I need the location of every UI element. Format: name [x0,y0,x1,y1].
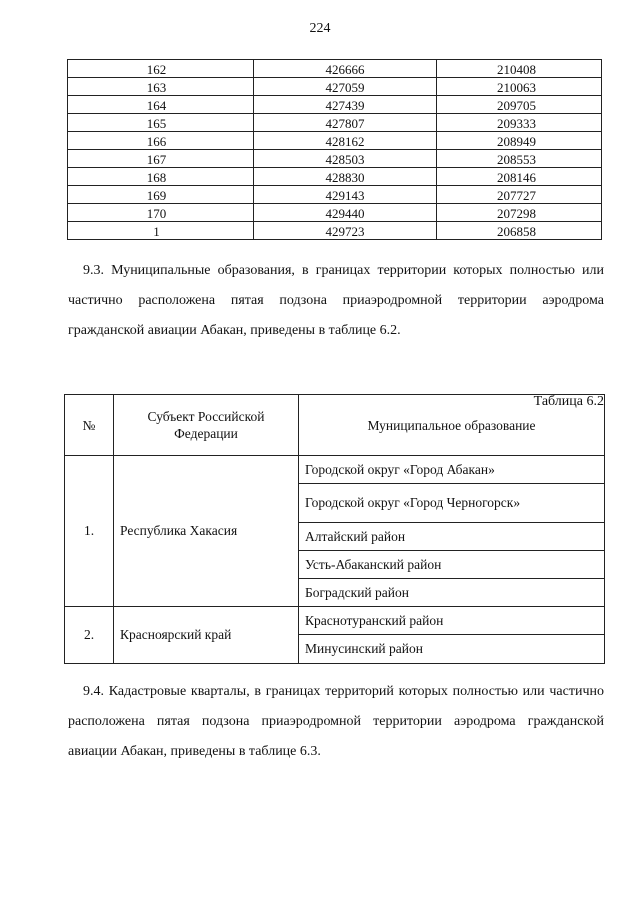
paragraph-9-4: 9.4. Кадастровые кварталы, в границах территорий которых полностью или частично расположена пятая подзона приаэродромной территории аэродрома гражданской авиации Абакан, приведены в таблице 6.3. [68,684,604,759]
table-cell: 426666 [254,60,437,78]
municipalities-table [64,394,605,664]
table-cell: 210063 [437,78,602,96]
table-cell: 162 [68,60,254,78]
group-subject: Республика Хакасия [114,456,299,607]
group-num: 1. [65,456,114,607]
table-cell: 210408 [437,60,602,78]
table-cell: 167 [68,150,254,168]
table-cell: 168 [68,168,254,186]
table-cell: 209705 [437,96,602,114]
table-row [65,607,605,635]
table-row [65,456,605,484]
paragraph-9-3: 9.3. Муниципальные образования, в границах территории которых полностью или частично расположена пятая подзона приаэродромной территории аэродрома гражданской авиации Абакан, приведены в таблице 6.2. [68,263,604,338]
table-cell: 1 [68,222,254,240]
table-row [68,78,602,96]
table-cell: 170 [68,204,254,222]
table-cell: 166 [68,132,254,150]
table-cell: 427059 [254,78,437,96]
table-cell: 429723 [254,222,437,240]
table-row [68,114,602,132]
table-row [68,186,602,204]
table-row [68,96,602,114]
table-cell: 429440 [254,204,437,222]
table-cell: 427807 [254,114,437,132]
table-cell: 163 [68,78,254,96]
table-cell: 208553 [437,150,602,168]
table-cell: 428162 [254,132,437,150]
table-cell: 207298 [437,204,602,222]
table-row [68,132,602,150]
table-cell: 207727 [437,186,602,204]
table-cell: 429143 [254,186,437,204]
coordinates-table [67,59,602,240]
table-cell: 169 [68,186,254,204]
table-row [68,150,602,168]
municipality-cell: Боградский район [299,579,605,607]
table-row [68,60,602,78]
municipality-cell: Краснотуранский район [299,607,605,635]
group-num: 2. [65,607,114,664]
table-cell: 208949 [437,132,602,150]
municipality-cell: Минусинский район [299,635,605,664]
municipality-cell: Усть-Абаканский район [299,551,605,579]
table-cell: 208146 [437,168,602,186]
table-cell: 164 [68,96,254,114]
table-row [68,168,602,186]
table-caption: Таблица 6.2 [533,394,604,409]
municipality-cell: Алтайский район [299,523,605,551]
header-subject: Субъект Российской Федерации [114,395,299,456]
header-municipality: Муниципальное образование [299,395,605,456]
table-cell: 209333 [437,114,602,132]
table-cell: 428830 [254,168,437,186]
table-header-row [65,395,605,456]
table-cell: 428503 [254,150,437,168]
group-subject: Красноярский край [114,607,299,664]
table-cell: 165 [68,114,254,132]
header-num: № [65,395,114,456]
table-row [68,204,602,222]
table-cell: 206858 [437,222,602,240]
table-row [68,222,602,240]
municipality-cell: Городской округ «Город Черногорск» [299,484,605,523]
table-cell: 427439 [254,96,437,114]
municipality-cell: Городской округ «Город Абакан» [299,456,605,484]
page-number: 224 [309,21,331,36]
